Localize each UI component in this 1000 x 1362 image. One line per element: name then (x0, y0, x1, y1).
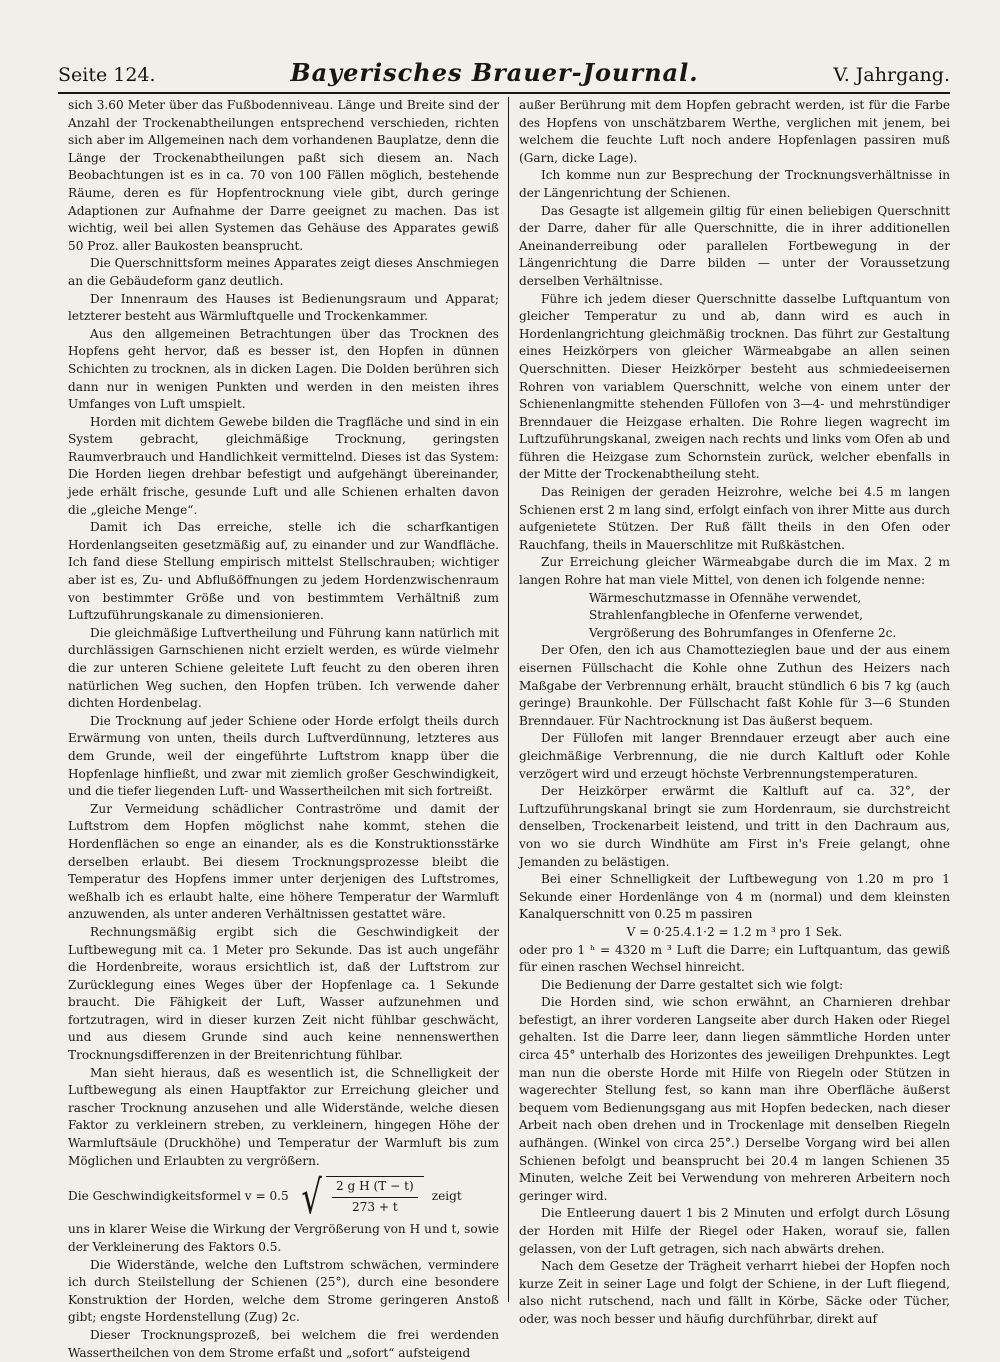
paragraph: Das Gesagte ist allgemein giltig für einen beliebigen Querschnitt der Darre, daher für alle Querschnitte, die in ihrer additionellen Aneinanderreibung oder parallelen Fortbewegung in der Längenrichtung die Darre bilden — unter der Voraussetzung derselben Verhältnisse. (519, 203, 950, 288)
left-column (68, 97, 508, 1360)
paragraph: Horden mit dichtem Gewebe bilden die Tragfläche und sind in ein System gebracht, gleichmäßige Trocknung, geringsten Raumverbrauch und Handlichkeit vermittelnd. Dieses ist das System: Die Horden liegen drehbar befestigt und aufgehängt übereinander, jede erhält frische, gesunde Luft und alle Schienen erhalten davon die „gleiche Menge“. (68, 414, 499, 517)
paragraph: Aus den allgemeinen Betrachtungen über das Trocknen des Hopfens geht hervor, daß es besser ist, den Hopfen in dünnen Schichten zu trocknen, als in dicken Lagen. Die Dolden berühren sich dann nur in wenigen Punkten und werden in den meisten ihres Umfanges von Luft umspielt. (68, 326, 499, 412)
paragraph: Der Innenraum des Hauses ist Bedienungsraum und Apparat; letzterer besteht aus Wärmluftquelle und Trockenkammer. (68, 291, 499, 324)
paragraph: Bei einer Schnelligkeit der Luftbewegung von 1.20 m pro 1 Sekunde einer Hordenlänge von 4 m (normal) und dem kleinsten Kanalquerschnitt von 0.25 m passiren (519, 872, 950, 922)
formula-numerator: 2 g H (T − t) (332, 1177, 418, 1198)
formula-tail: zeigt (431, 1189, 462, 1204)
list-item: Strahlenfangbleche in Ofenferne verwendet, (589, 608, 863, 623)
paragraph: uns in klarer Weise die Wirkung der Vergrößerung von H und t, sowie der Verkleinerung des Faktors 0.5. (68, 1222, 499, 1254)
paragraph: Zur Erreichung gleicher Wärmeabgabe durch die im Max. 2 m langen Rohre hat man viele Mittel, von denen ich folgende nenne: (519, 555, 950, 588)
paragraph: Zur Vermeidung schädlicher Contraströme und damit der Luftstrom dem Hopfen möglichst nahe kommt, stehen die Hordenflächen so enge an einander, als es die Konstruktionsstärke derselben erlaubt. Bei diesem Trocknungsprozesse bleibt die Temperatur des Hopfens immer unter derjenigen des Luftstromes, weßhalb ich es erlaubt halte, eine höhere Temperatur der Warmluft anzuwenden, als unter anderen Verhältnissen gestattet wäre. (68, 801, 499, 922)
paragraph: Die Horden sind, wie schon erwähnt, an Charnieren drehbar befestigt, an ihrer vorderen Langseite aber durch Haken oder Riegel gehalten. Ist die Darre leer, dann liegen sämmtliche Horden unter circa 45° unterhalb des Horizontes des jeweiligen Drehpunktes. Legt man nun die oberste Horde mit Hilfe von Riegeln oder Stützen in wagerechter Stellung fest, so kann man ihre Oberfläche äußerst bequem vom Bedienungsgang aus mit Hopfen bedecken, nach dieser Arbeit nach oben drehen und in Trockenlage mit denselben Riegeln aufhängen. (Winkel von circa 25°.) Derselbe Vorgang wird bei allen Schienen befolgt und beansprucht bei 20.4 m langen Schienen 35 Minuten, welche Zeit bei Verwendung von mehreren Arbeitern noch geringer wird. (519, 995, 950, 1203)
paragraph: Das Reinigen der geraden Heizrohre, welche bei 4.5 m langen Schienen erst 2 m lang sind, erfolgt einfach von ihrer Mitte aus durch aufgenietete Stützen. Der Ruß fällt theils in den Ofen oder Rauchfang, theils in Mauerschlitze mit Rußkästchen. (519, 485, 950, 552)
page-header (58, 58, 950, 88)
paragraph: Die Trocknung auf jeder Schiene oder Horde erfolgt theils durch Erwärmung von unten, theils durch Luftverdünnung, letzteres aus dem Grunde, weil der eingeführte Luftstrom knapp über die Hopfenlage hinfließt, und zwar mit ziemlich großer Geschwindigkeit, und die tiefer liegenden Luft- und Wassertheilchen mit sich fortreißt. (68, 713, 499, 799)
paragraph: Man sieht hieraus, daß es wesentlich ist, die Schnelligkeit der Luftbewegung als einen Hauptfaktor zur Erreichung gleicher und rascher Trocknung anzusehen und alle Widerstände, welche diesen Faktor zu verkleinern streben, zu verkleinern, hingegen Höhe der Warmluftsäule (Druckhöhe) und Temperatur der Warmluft bis zum Möglichen und Erlaubten zu vergrößern. (68, 1065, 499, 1168)
paragraph: Der Heizkörper erwärmt die Kaltluft auf ca. 32°, der Luftzuführungskanal bringt sie zum Hordenraum, sie durchstreicht denselben, Trockenarbeit leistend, und tritt in den Dachraum aus, von wo sie durch Windhüte am First in's Freie gelangt, ohne Jemanden zu belästigen. (519, 784, 950, 869)
journal-title: Bayerisches Brauer-Journal. (290, 58, 699, 87)
formula-fraction (326, 1176, 424, 1217)
formula-label: Die Geschwindigkeitsformel v = 0.5 (68, 1189, 289, 1204)
formula-denominator: 273 + t (351, 1199, 398, 1214)
paragraph: Nach dem Gesetze der Trägheit verharrt hiebei der Hopfen noch kurze Zeit in seiner Lage und folgt der Schiene, in der Luft fliegend, also nicht rutschend, nach und fällt in Körbe, Säcke oder Tücher, oder, was noch besser und häufig durchführbar, direkt auf (519, 1259, 950, 1326)
paragraph: oder pro 1 ʰ = 4320 m ³ Luft die Darre; ein Luftquantum, das gewiß für einen raschen Wechsel hinreicht. (519, 942, 950, 975)
paragraph: außer Berührung mit dem Hopfen gebracht werden, ist für die Farbe des Hopfens von unschätzbarem Werthe, verglichen mit jenem, bei welchem die feuchte Luft noch andere Hopfenlagen passiren muß (Garn, dicke Lage). (519, 98, 950, 165)
paragraph: Dieser Trocknungsprozeß, bei welchem die frei werdenden Wassertheilchen von dem Strome erfaßt und „sofort“ aufsteigend (68, 1327, 499, 1360)
formula-root (297, 1169, 424, 1224)
page-number: Seite 124. (58, 64, 156, 86)
velocity-formula (68, 1169, 499, 1224)
volume-label: V. Jahrgang. (833, 64, 950, 86)
paragraph: Die Querschnittsform meines Apparates zeigt dieses Anschmiegen an die Gebäudeform ganz deutlich. (68, 256, 499, 288)
header-rule (58, 92, 950, 94)
paragraph: Die Bedienung der Darre gestaltet sich wie folgt: (541, 977, 844, 992)
paragraph: Die Entleerung dauert 1 bis 2 Minuten und erfolgt durch Lösung der Horden mit Hilfe der Riegel oder Haken, worauf sie, fallen gelassen, von der Luft getragen, sich nach abwärts drehen. (519, 1206, 950, 1256)
paragraph: Die Widerstände, welche den Luftstrom schwächen, vermindere ich durch Steilstellung der Schienen (25°), durch eine besondere Konstruktion der Horden, welche dem Strome geringeren Anstoß gibt; engste Hordenstellung (Zug) 2c. (68, 1257, 499, 1325)
measures-list (519, 590, 950, 643)
paragraph: Ich komme nun zur Besprechung der Trocknungsverhältnisse in der Längenrichtung der Schienen. (519, 168, 950, 200)
paragraph: Die gleichmäßige Luftvertheilung und Führung kann natürlich mit durchlässigen Garnschienen nicht erzielt werden, es würde vielmehr die zur unteren Schiene geleitete Luft feucht zu den oberen ihren natürlichen Weg suchen, den Hopfen trüben. Ich verwende daher dichten Hordenbelag. (68, 625, 499, 711)
volume-formula: V = 0·25.4.1·2 = 1.2 m ³ pro 1 Sek. (626, 924, 843, 939)
radical-sign: √ (301, 1169, 322, 1224)
right-column (508, 97, 950, 1326)
article-columns (68, 97, 950, 1360)
paragraph: Rechnungsmäßig ergibt sich die Geschwindigkeit der Luftbewegung mit ca. 1 Meter pro Sekunde. Das ist auch ungefähr die Hordenbreite, woraus ersichtlich ist, daß der Luftstrom zur Zurücklegung eines Weges über der Hopfenlage ca. 1 Sekunde braucht. Die Fähigkeit der Luft, Wasser aufzunehmen und fortzutragen, wird in dieser kurzen Zeit nicht fühlbar geschwächt, und aus diesem Grunde sind auch keine nennenswerthen Trocknungsdifferenzen in der Breitenrichtung fühlbar. (68, 924, 499, 1063)
list-item: Wärmeschutzmasse in Ofennähe verwendet, (589, 590, 862, 605)
paragraph: Der Füllofen mit langer Brenndauer erzeugt aber auch eine gleichmäßige Verbrennung, die nie durch Kaltluft oder Kohle verzögert wird und erzeugt höchste Verbrennungstemperaturen. (519, 731, 950, 781)
paragraph: sich 3.60 Meter über das Fußbodenniveau. Länge und Breite sind der Anzahl der Trockenabtheilungen entsprechend verschieden, richten sich aber im Allgemeinen nach dem vorhandenen Bauplatze, denn die Länge der Trockenabtheilungen paßt sich diesem an. Nach Beobachtungen ist es in ca. 70 von 100 Fällen möglich, bestehende Räume, deren es für Hopfentrocknung viele gibt, durch geringe Adaptionen zur Aufnahme der Darre geeignet zu machen. Das ist wichtig, weil bei allen Systemen das Gehäuse des Apparates gewiß 50 Proz. aller Baukosten beansprucht. (68, 98, 499, 253)
paragraph: Der Ofen, den ich aus Chamottezieglen baue und der aus einem eisernen Füllschacht die Kohle ohne Zuthun des Heizers nach Maßgabe der Verbrennung erhält, braucht stündlich 6 bis 7 kg (auch geringe) Braunkohle. Der Füllschacht faßt Kohle für 3—6 Stunden Brenndauer. Für Nachtrocknung ist Das äußerst bequem. (519, 643, 950, 728)
list-item: Vergrößerung des Bohrumfanges in Ofenferne 2c. (589, 625, 897, 640)
paragraph: Führe ich jedem dieser Querschnitte dasselbe Luftquantum von gleicher Temperatur zu und ab, dann wird es auch in Hordenlangrichtung gleichmäßig trocknen. Das führt zur Gestaltung eines Heizkörpers von gleicher Wärmeabgabe an allen seinen Querschnitten. Dieser Heizkörper besteht aus schmiedeeisernen Rohren von variablem Querschnitt, welche von einem unter der Schienenlangmitte stehenden Füllofen von 3—4- und mehrstündiger Brenndauer die Heizgase erhalten. Die Rohre liegen wagrecht im Luftzuführungskanal, zweigen nach rechts und links vom Ofen ab und führen die Heizgase zum Schornstein zurück, welcher ebenfalls in der Mitte der Trockenabtheilung steht. (519, 291, 950, 482)
paragraph: Damit ich Das erreiche, stelle ich die scharfkantigen Hordenlangseiten gesetzmäßig auf, zu einander und zur Wandfläche. Ich fand diese Stellung empirisch mittelst Stellschrauben; wichtiger aber ist es, Zu- und Abflußöffnungen zu jedem Hordenzwischenraum von bestimmter Größe und von bestimmtem Verhältniß zum Luftzuführungskanale zu dimensionieren. (68, 520, 499, 623)
